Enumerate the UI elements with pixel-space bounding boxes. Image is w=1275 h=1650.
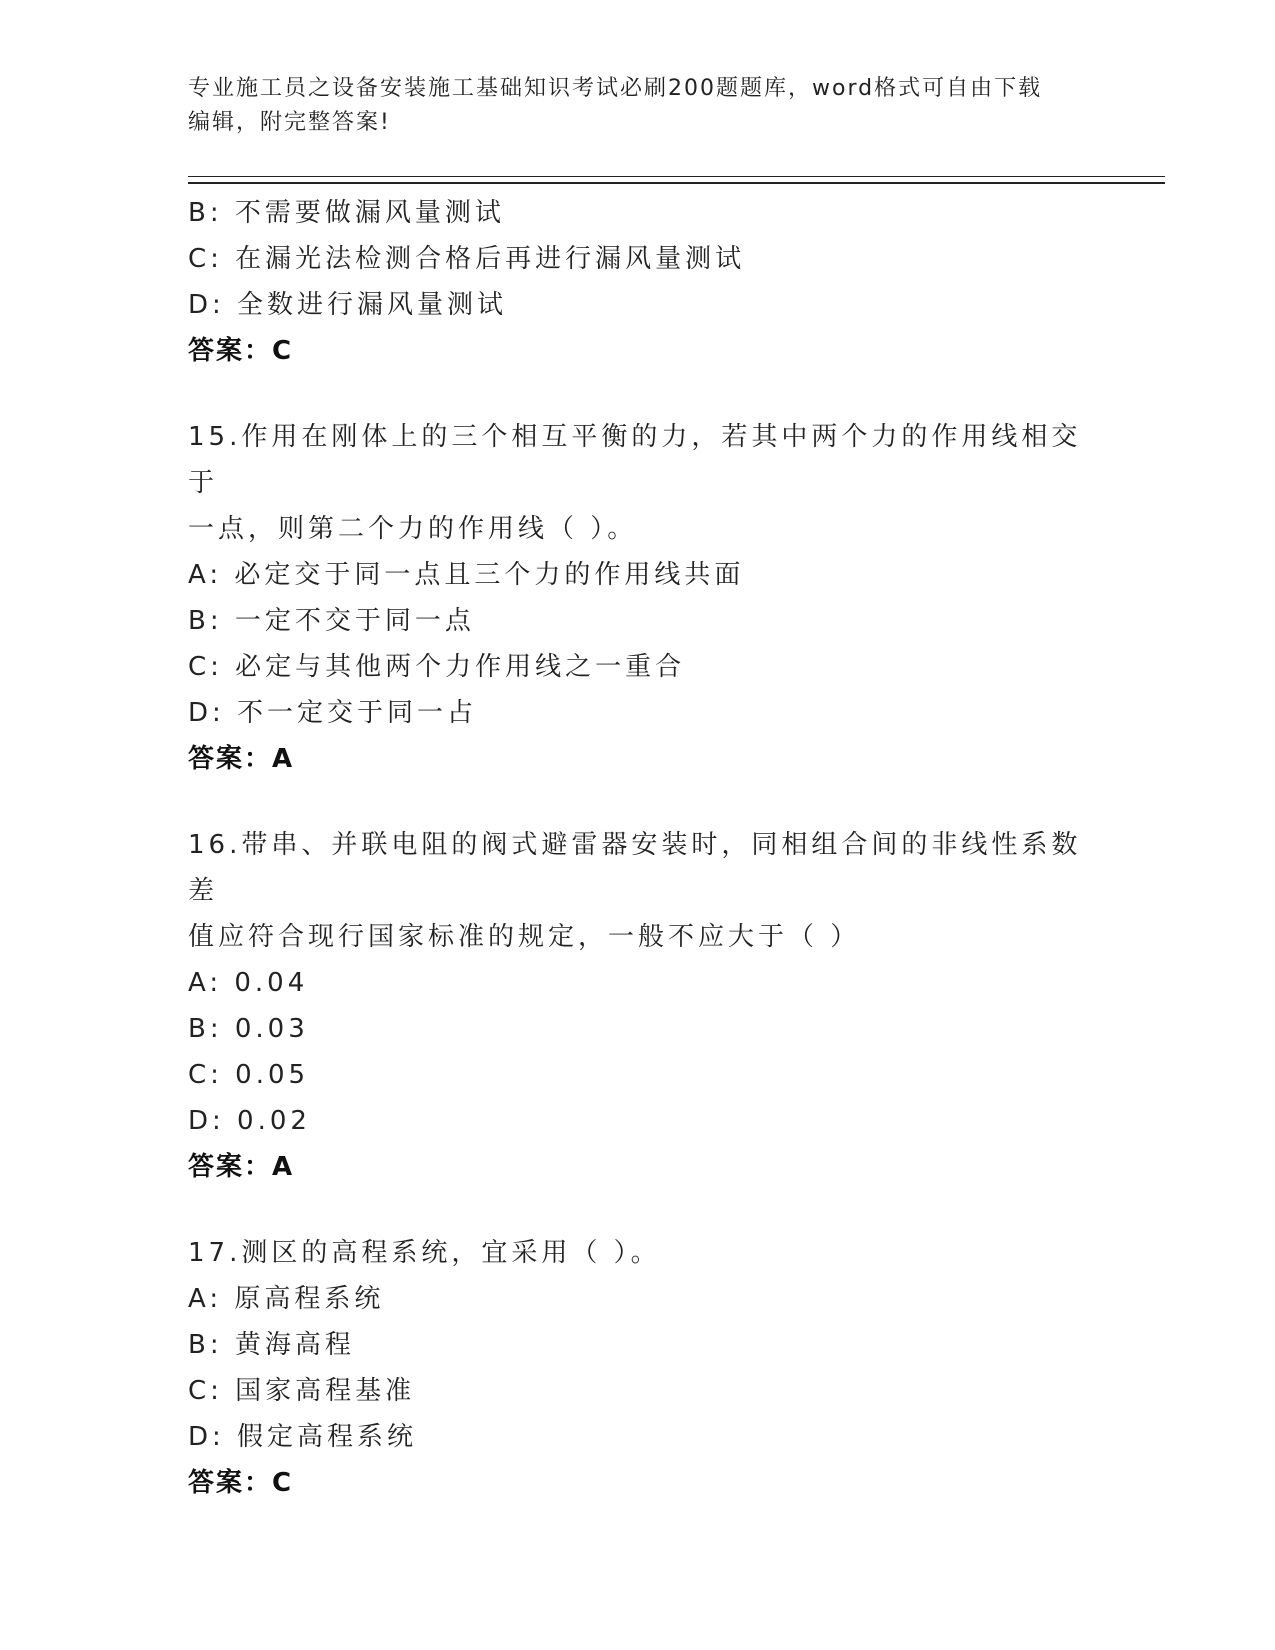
option-b: B: 黄海高程 — [188, 1330, 355, 1360]
option-a: A: 必定交于同一点且三个力的作用线共面 — [188, 560, 745, 590]
option-b: B: 0.03 — [188, 1014, 309, 1044]
option-d: D: 假定高程系统 — [188, 1422, 418, 1452]
header-divider-top — [188, 176, 1165, 177]
answer-line: 答案：C — [188, 1468, 294, 1498]
previous-question-tail — [188, 190, 1088, 374]
header-divider-bottom — [188, 182, 1165, 184]
question-16 — [188, 822, 1088, 1190]
question-15 — [188, 414, 1088, 782]
option-b: B: 不需要做漏风量测试 — [188, 198, 505, 228]
option-c: C: 0.05 — [188, 1060, 310, 1090]
document-header — [188, 72, 1088, 140]
option-a: A: 原高程系统 — [188, 1284, 385, 1314]
option-b: B: 一定不交于同一点 — [188, 606, 475, 636]
option-d: D: 0.02 — [188, 1106, 311, 1136]
question-stem-line-2: 值应符合现行国家标准的规定，一般不应大于（ ） — [188, 922, 861, 952]
header-title-line-1: 专业施工员之设备安装施工基础知识考试必刷200题题库，word格式可自由下载 — [188, 76, 1043, 101]
question-stem — [188, 1230, 1088, 1276]
answer-line: 答案：C — [188, 336, 294, 366]
question-stem-line-1: 16.带串、并联电阻的阀式避雷器安装时，同相组合间的非线性系数差 — [188, 830, 1082, 906]
question-stem-line-1: 15.作用在刚体上的三个相互平衡的力，若其中两个力的作用线相交于 — [188, 422, 1082, 498]
answer-line: 答案：A — [188, 744, 295, 774]
option-d: D: 全数进行漏风量测试 — [188, 290, 508, 320]
option-c: C: 国家高程基准 — [188, 1376, 416, 1406]
option-a: A: 0.04 — [188, 968, 309, 998]
document-body — [188, 190, 1088, 1506]
question-stem-line-1: 17.测区的高程系统，宜采用（ ）。 — [188, 1238, 661, 1268]
question-17 — [188, 1230, 1088, 1506]
option-c: C: 在漏光法检测合格后再进行漏风量测试 — [188, 244, 746, 274]
question-stem — [188, 414, 1088, 552]
option-c: C: 必定与其他两个力作用线之一重合 — [188, 652, 686, 682]
question-stem — [188, 822, 1088, 960]
question-stem-line-2: 一点，则第二个力的作用线（ ）。 — [188, 514, 638, 544]
header-title-line-2: 编辑，附完整答案! — [188, 110, 391, 135]
answer-line: 答案：A — [188, 1152, 295, 1182]
option-d: D: 不一定交于同一占 — [188, 698, 478, 728]
